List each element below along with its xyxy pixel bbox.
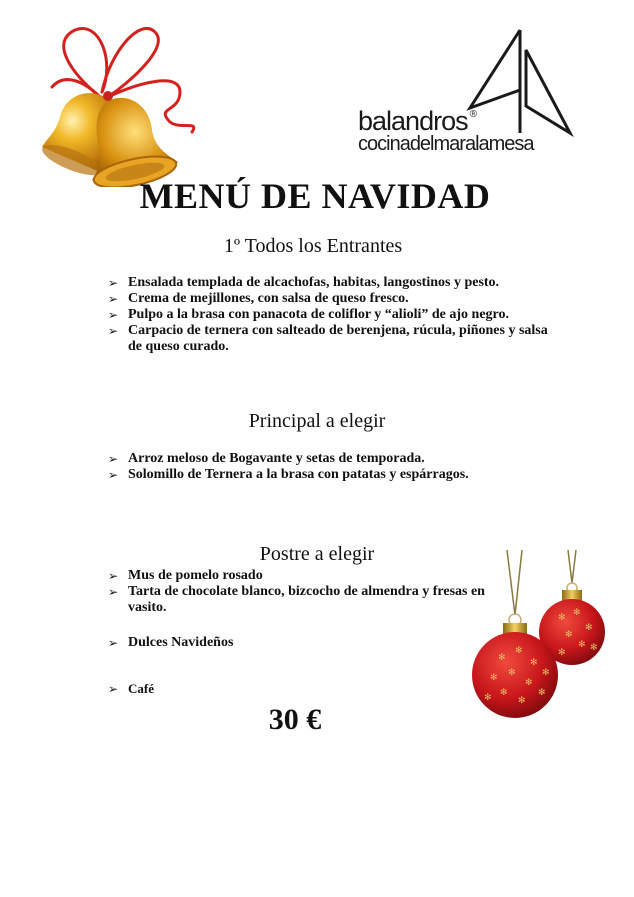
list-item: ➢ Tarta de chocolate blanco, bizcocho de almendra y fresas en vasito. [108,584,485,615]
svg-text:✻: ✻ [508,668,516,678]
arrow-bullet-icon: ➢ [108,324,119,338]
svg-text:✻: ✻ [530,658,538,668]
svg-text:✻: ✻ [578,640,586,650]
christmas-ornaments-icon [470,545,620,725]
list-item: ➢ Dulces Navideños [108,635,234,650]
list-item: ➢ Pulpo a la brasa con panacota de coliflor y “alioli” de ajo negro. [108,307,509,322]
arrow-bullet-icon: ➢ [108,308,119,322]
svg-text:✻: ✻ [518,696,526,706]
list-item: ➢ Crema de mejillones, con salsa de queso fresco. [108,291,409,306]
balandros-logo [355,28,575,158]
svg-text:✻: ✻ [558,613,566,623]
svg-text:✻: ✻ [565,630,573,640]
list-item: ➢ Ensalada templada de alcachofas, habitas, langostinos y pesto. [108,275,500,290]
list-item: ➢ Carpacio de ternera con salteado de berenjena, rúcula, piñones y salsa de queso curado. [108,323,548,354]
svg-text:✻: ✻ [558,648,566,658]
sailboat-logo-icon [460,28,575,138]
principal-list [108,451,548,483]
section-heading-entrantes: 1º Todos los Entrantes [223,235,403,257]
postre-list [108,568,508,697]
arrow-bullet-icon: ➢ [108,585,119,599]
svg-text:✻: ✻ [590,643,598,653]
svg-text:✻: ✻ [500,688,508,698]
entrantes-list [108,275,548,355]
logo-tagline: cocinadelmaralamesa [358,133,534,155]
svg-text:✻: ✻ [525,678,533,688]
arrow-bullet-icon: ➢ [108,452,119,466]
arrow-bullet-icon: ➢ [108,636,119,650]
list-item: ➢ Café [108,681,154,696]
svg-text:✻: ✻ [585,623,593,633]
section-heading-postre: Postre a elegir [259,543,375,565]
menu-price: 30 € [268,703,322,736]
arrow-bullet-icon: ➢ [108,292,119,306]
svg-text:✻: ✻ [542,668,550,678]
christmas-bells-icon [30,12,210,187]
list-item: ➢ Solomillo de Ternera a la brasa con patatas y espárragos. [108,467,469,482]
page-title: MENÚ DE NAVIDAD [139,176,491,216]
svg-text:✻: ✻ [538,688,546,698]
svg-text:✻: ✻ [573,608,581,618]
arrow-bullet-icon: ➢ [108,682,119,696]
arrow-bullet-icon: ➢ [108,569,119,583]
list-item: ➢ Mus de pomelo rosado [108,568,263,583]
arrow-bullet-icon: ➢ [108,276,119,290]
section-heading-principal: Principal a elegir [248,410,386,432]
svg-text:✻: ✻ [498,653,506,663]
svg-text:✻: ✻ [490,673,498,683]
arrow-bullet-icon: ➢ [108,468,119,482]
list-item: ➢ Arroz meloso de Bogavante y setas de temporada. [108,451,425,466]
svg-text:✻: ✻ [484,693,492,703]
svg-text:✻: ✻ [515,646,523,656]
logo-brand-name: balandros ® [358,106,476,136]
